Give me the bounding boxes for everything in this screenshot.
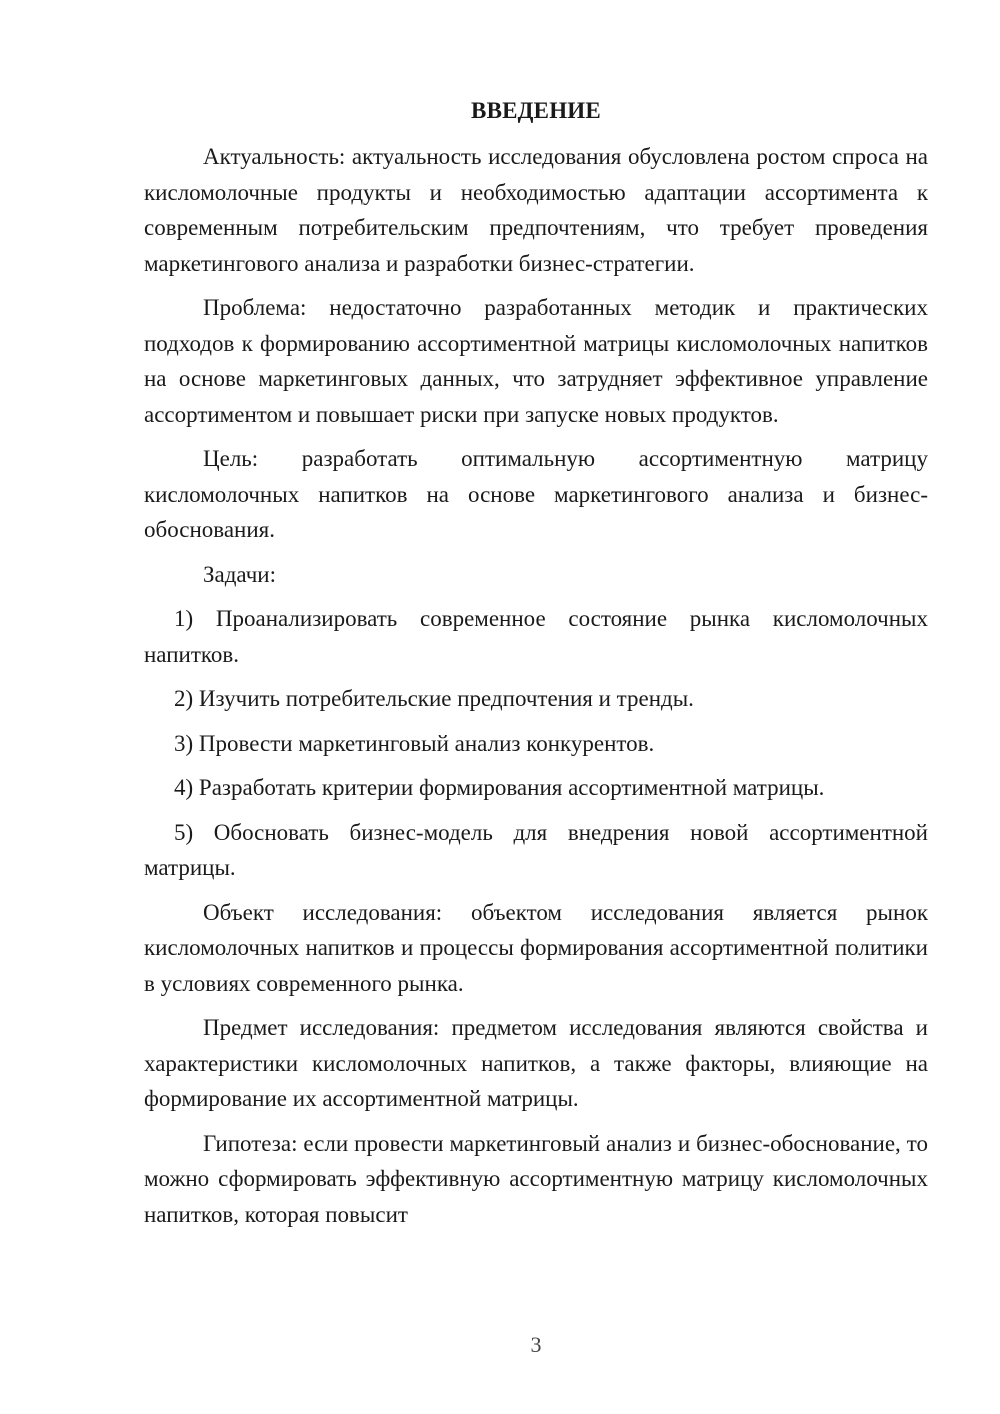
task-item: 3) Провести маркетинговый анализ конкурентов. [174,730,655,756]
task-item: 1) Проанализировать современное состояние рынка кисломолочных напитков. [144,606,928,667]
task-item: 2) Изучить потребительские предпочтения и тренды. [174,686,694,711]
page-number: 3 [530,1332,542,1357]
object-paragraph: Объект исследования: объектом исследования является рынок кисломолочных напитков и процессы формирования ассортиментной политики в условиях современного рынка. [144,899,928,996]
relevance-paragraph: Актуальность: актуальность исследования обусловлена ростом спроса на кисломолочные продукты и необходимостью адаптации ассортимента к современным потребительским предпочтениям, что требует проведения маркетингового анализа и разработки бизнес-стратегии. [144,144,928,276]
task-item: 4) Разработать критерии формирования ассортиментной матрицы. [174,775,825,800]
hypothesis-paragraph: Гипотеза: если провести маркетинговый анализ и бизнес-обоснование, то можно сформировать эффективную ассортиментную матрицу кисломолочных напитков, которая повысит [144,1130,928,1227]
tasks-heading: Задачи: [203,561,276,587]
subject-paragraph: Предмет исследования: предметом исследования являются свойства и характеристики кисломолочных напитков, а также факторы, влияющие на формирование их ассортиментной матрицы. [144,1015,928,1111]
section-title: ВВЕДЕНИЕ [471,98,601,123]
page-content [144,96,928,1232]
task-item: 5) Обосновать бизнес-модель для внедрения новой ассортиментной матрицы. [144,819,928,880]
problem-paragraph: Проблема: недостаточно разработанных методик и практических подходов к формированию ассортиментной матрицы кисломолочных напитков на основе маркетинговых данных, что затрудняет эффективное управление ассортиментом и повышает риски при запуске новых продуктов. [144,295,928,427]
goal-paragraph: Цель: разработать оптимальную ассортиментную матрицу кисломолочных напитков на основе маркетингового анализа и бизнес-обоснования. [144,446,928,542]
